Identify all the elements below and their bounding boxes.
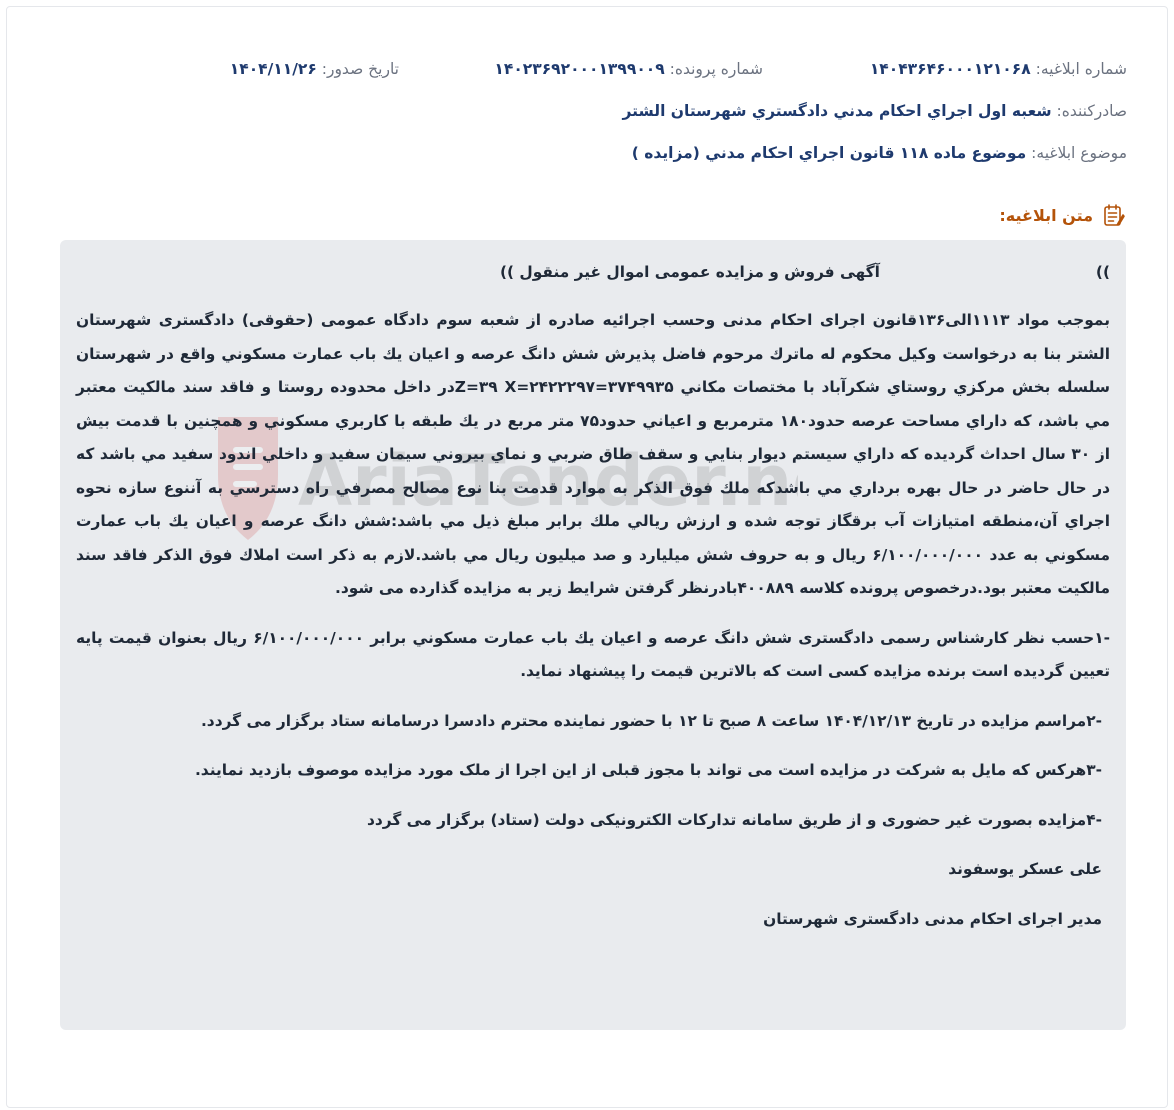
notice-document-icon [1101, 202, 1127, 228]
subject-row [47, 141, 1127, 165]
case-number-field [494, 57, 763, 81]
signer-title: مدیر اجرای احکام مدنی دادگستری شهرستان [763, 909, 1102, 928]
issue-date-value: ۱۴۰۴/۱۱/۲۶ [229, 60, 317, 78]
issue-date-label: تاریخ صدور: [321, 60, 399, 78]
watermark-text: AriaTender.n [298, 440, 793, 522]
notice-number-field [870, 57, 1127, 81]
issuer-label: صادرکننده: [1056, 102, 1127, 120]
issue-date-field [230, 57, 399, 81]
condition-item-4: -۴مزایده بصورت غیر حضوری و از طریق سامانه تدارکات الکترونیکی دولت (ستاد) برگزار می گردد [366, 810, 1102, 829]
notice-number-label: شماره ابلاغیه: [1035, 60, 1127, 78]
ad-title [76, 258, 1110, 286]
issuer-value: شعبه اول اجراي احكام مدني دادگستري شهرستان الشتر [622, 102, 1052, 120]
subject-label: موضوع ابلاغیه: [1031, 144, 1127, 162]
notice-text-title: متن ابلاغیه: [999, 205, 1093, 225]
ad-title-text: آگهی فروش و مزایده عمومی اموال غیر منقول )) [499, 263, 880, 281]
notice-text-heading [999, 202, 1127, 228]
notice-body [76, 258, 1110, 936]
notice-body-panel [60, 240, 1126, 1030]
condition-item-2: -۲مراسم مزایده در تاریخ ۱۴۰۴/۱۲/۱۳ ساعت ۸ صبح تا ۱۲ با حضور نماینده محترم دادسرا درسامانه ستاد برگزار می گردد. [200, 711, 1102, 730]
signer-name: علی عسکر یوسفوند [948, 860, 1102, 878]
condition-item-1: -۱حسب نظر کارشناس رسمی دادگستری شش دانگ عرصه و اعيان يك باب عمارت مسكوني برابر ۶/۱۰۰/۰۰۰/۰۰۰ ريال بعنوان قیمت پایه تعیین گردیده است برنده مزایده کسی است که بالاترین قیمت را پیشنهاد نماید. [76, 628, 1110, 680]
issuer-row [47, 99, 1127, 123]
case-number-value: ۱۴۰۲۳۶۹۲۰۰۰۱۳۹۹۰۰۹ [494, 60, 665, 78]
case-number-label: شماره پرونده: [669, 60, 763, 78]
notice-meta-row [47, 57, 1127, 81]
main-paragraph: بموجب مواد ۱۱۱۳الی۱۳۶قانون اجرای احکام مدنی وحسب اجرائیه صادره از شعبه سوم دادگاه عمومی (حقوقی) دادگستری شهرستان الشتر بنا به درخواست وکیل محکوم له ماترك مرحوم فاضل پذیرش شش دانگ عرصه و اعيان يك باب عمارت مسكوني واقع در شهرستان سلسله بخش مركزي روستاي شكرآباد با مختصات مكاني Z=۳۹ X=۲۴۲۲۲۹۷=۳۷۴۹۹۳۵در داخل محدوده روستا و فاقد سند مالكيت معتبر مي باشد، كه داراي مساحت عرصه حدود۱۸۰ مترمربع و اعياني حدود۷۵ متر مربع در يك طبقه با كاربري مسكوني و همچنين با قدمت بيش از ۳۰ سال احداث گرديده كه داراي سيستم ديوار بنايي و سقف طاق ضربي و نماي بيروني سيمان سفيد و داخلي اندود سفيد مي باشد كه در حال حاضر در حال بهره برداري مي باشدكه ملك فوق الذكر به موارد قدمت بنا نوع مصالح مصرفي راه دسترسي به آننوع سازه نحوه اجراي آن،منطقه امتيازات آب برقگاز توجه شده و ارزش ريالي ملك برابر مبلغ ذيل مي باشد:شش دانگ عرصه و اعيان يك باب عمارت مسكوني به عدد ۶/۱۰۰/۰۰۰/۰۰۰ ريال و به حروف شش ميليارد و صد ميليون ريال مي باشد.لازم به ذکر است املاك فوق الذكر فاقد سند مالكيت معتبر بود.درخصوص پرونده کلاسه ۴۰۰۸۸۹بادرنظر گرفتن شرایط زیر به مزایده گذارده می شود. [76, 311, 1110, 597]
ad-title-bracket: )) [1095, 263, 1110, 281]
notice-number-value: ۱۴۰۴۳۶۴۶۰۰۰۱۲۱۰۶۸ [869, 60, 1031, 78]
condition-item-3: -۳هرکس که مایل به شرکت در مزایده است می تواند با مجوز قبلی از این اجرا از ملک مورد مزایده موصوف بازدید نمایند. [194, 761, 1102, 779]
subject-value: موضوع ماده ۱۱۸ قانون اجراي احكام مدني (مزايده ) [631, 144, 1027, 162]
